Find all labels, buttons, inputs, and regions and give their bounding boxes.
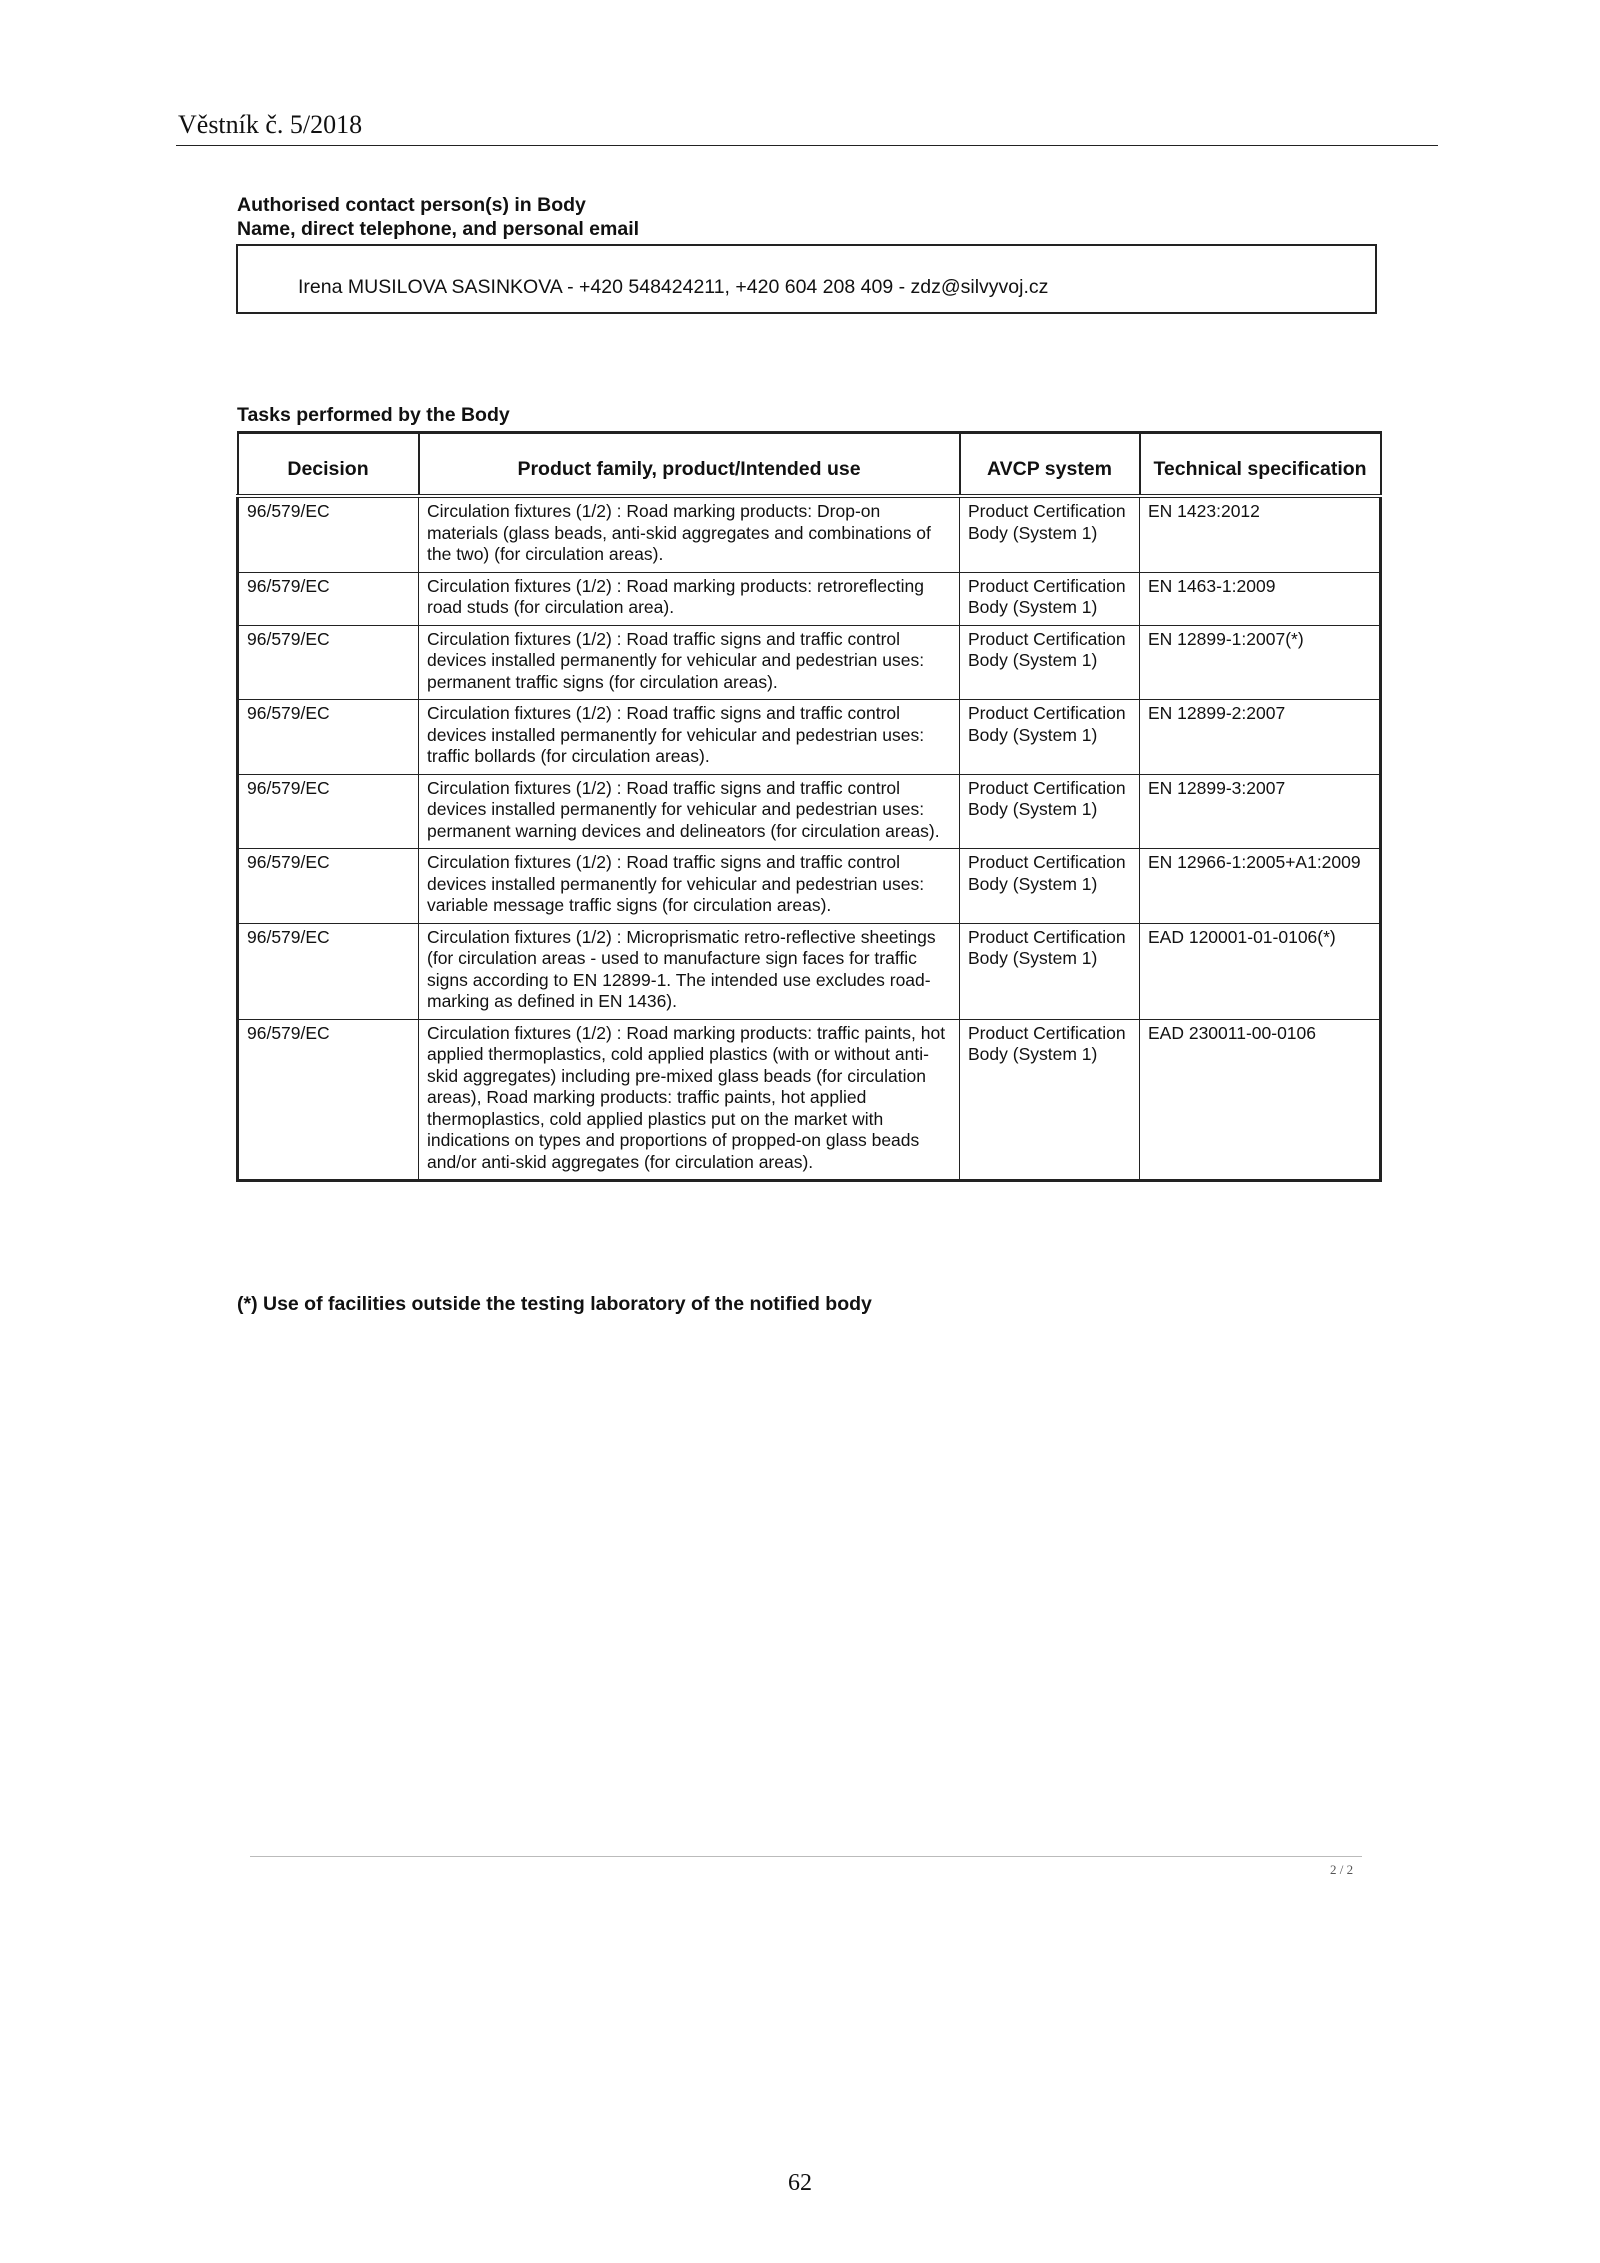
- product-cell: Circulation fixtures (1/2) : Road traffic signs and traffic control devices installed permanently for vehicular and pedestrian uses: traffic bollards (for circulation areas).: [419, 700, 960, 775]
- table-row: [238, 923, 1381, 1019]
- column-header-avcp: AVCP system: [960, 433, 1140, 497]
- journal-title: Věstník č. 5/2018: [178, 110, 363, 139]
- product-cell: Circulation fixtures (1/2) : Microprismatic retro-reflective sheetings (for circulation areas - used to manufacture sign faces for traffic signs according to EN 12899-1. The intended use excludes road-marking as defined in EN 1436).: [419, 923, 960, 1019]
- avcp-cell: Product Certification Body (System 1): [960, 923, 1140, 1019]
- product-cell: Circulation fixtures (1/2) : Road marking products: Drop-on materials (glass beads, anti-skid aggregates and combinations of the two) (for circulation areas).: [419, 496, 960, 572]
- table-row: [238, 496, 1381, 572]
- decision-cell: 96/579/EC: [238, 774, 419, 849]
- avcp-cell: Product Certification Body (System 1): [960, 700, 1140, 775]
- footnote: (*) Use of facilities outside the testing laboratory of the notified body: [237, 1293, 872, 1315]
- table-header-row: [238, 433, 1381, 497]
- product-cell: Circulation fixtures (1/2) : Road traffic signs and traffic control devices installed permanently for vehicular and pedestrian uses: variable message traffic signs (for circulation areas).: [419, 849, 960, 924]
- tasks-table: [236, 431, 1382, 1182]
- product-cell: Circulation fixtures (1/2) : Road traffic signs and traffic control devices installed permanently for vehicular and pedestrian uses: permanent warning devices and delineators (for circulation areas).: [419, 774, 960, 849]
- table-row: [238, 625, 1381, 700]
- column-header-decision: Decision: [238, 433, 419, 497]
- product-cell: Circulation fixtures (1/2) : Road traffic signs and traffic control devices installed permanently for vehicular and pedestrian uses: permanent traffic signs (for circulation areas).: [419, 625, 960, 700]
- decision-cell: 96/579/EC: [238, 849, 419, 924]
- contact-heading-line2: Name, direct telephone, and personal email: [237, 218, 640, 240]
- decision-cell: 96/579/EC: [238, 1019, 419, 1181]
- product-cell: Circulation fixtures (1/2) : Road marking products: traffic paints, hot applied thermoplastics, cold applied plastics (with or without anti-skid aggregates) including pre-mixed glass beads (for circulation areas), Road marking products: traffic paints, hot applied thermoplastics, cold applied plastics put on the market with indications on types and proportions of propped-on glass beads and/or anti-skid aggregates (for circulation areas).: [419, 1019, 960, 1181]
- spec-cell: EN 12899-2:2007: [1140, 700, 1381, 775]
- decision-cell: 96/579/EC: [238, 496, 419, 572]
- table-row: [238, 849, 1381, 924]
- avcp-cell: Product Certification Body (System 1): [960, 849, 1140, 924]
- avcp-cell: Product Certification Body (System 1): [960, 1019, 1140, 1181]
- page-fraction: 2 / 2: [1330, 1862, 1354, 1877]
- footer-divider: [250, 1856, 1362, 1857]
- spec-cell: EN 12966-1:2005+A1:2009: [1140, 849, 1381, 924]
- avcp-cell: Product Certification Body (System 1): [960, 496, 1140, 572]
- decision-cell: 96/579/EC: [238, 572, 419, 625]
- contact-heading: [237, 193, 639, 241]
- decision-cell: 96/579/EC: [238, 625, 419, 700]
- spec-cell: EN 12899-1:2007(*): [1140, 625, 1381, 700]
- column-header-spec: Technical specification: [1140, 433, 1381, 497]
- header-divider: [176, 145, 1438, 146]
- page-number: 62: [788, 2170, 812, 2196]
- product-cell: Circulation fixtures (1/2) : Road marking products: retroreflecting road studs (for circulation area).: [419, 572, 960, 625]
- decision-cell: 96/579/EC: [238, 700, 419, 775]
- contact-box: [236, 244, 1377, 314]
- avcp-cell: Product Certification Body (System 1): [960, 572, 1140, 625]
- avcp-cell: Product Certification Body (System 1): [960, 774, 1140, 849]
- decision-cell: 96/579/EC: [238, 923, 419, 1019]
- table-row: [238, 700, 1381, 775]
- spec-cell: EAD 230011-00-0106: [1140, 1019, 1381, 1181]
- spec-cell: EN 1423:2012: [1140, 496, 1381, 572]
- table-row: [238, 1019, 1381, 1181]
- contact-heading-line1: Authorised contact person(s) in Body: [237, 194, 586, 216]
- table-row: [238, 774, 1381, 849]
- spec-cell: EAD 120001-01-0106(*): [1140, 923, 1381, 1019]
- contact-details: Irena MUSILOVA SASINKOVA - +420 548424211, +420 604 208 409 - zdz@silvyvoj.cz: [298, 276, 1049, 298]
- spec-cell: EN 12899-3:2007: [1140, 774, 1381, 849]
- avcp-cell: Product Certification Body (System 1): [960, 625, 1140, 700]
- tasks-heading: Tasks performed by the Body: [237, 404, 510, 426]
- table-row: [238, 572, 1381, 625]
- spec-cell: EN 1463-1:2009: [1140, 572, 1381, 625]
- column-header-product: Product family, product/Intended use: [419, 433, 960, 497]
